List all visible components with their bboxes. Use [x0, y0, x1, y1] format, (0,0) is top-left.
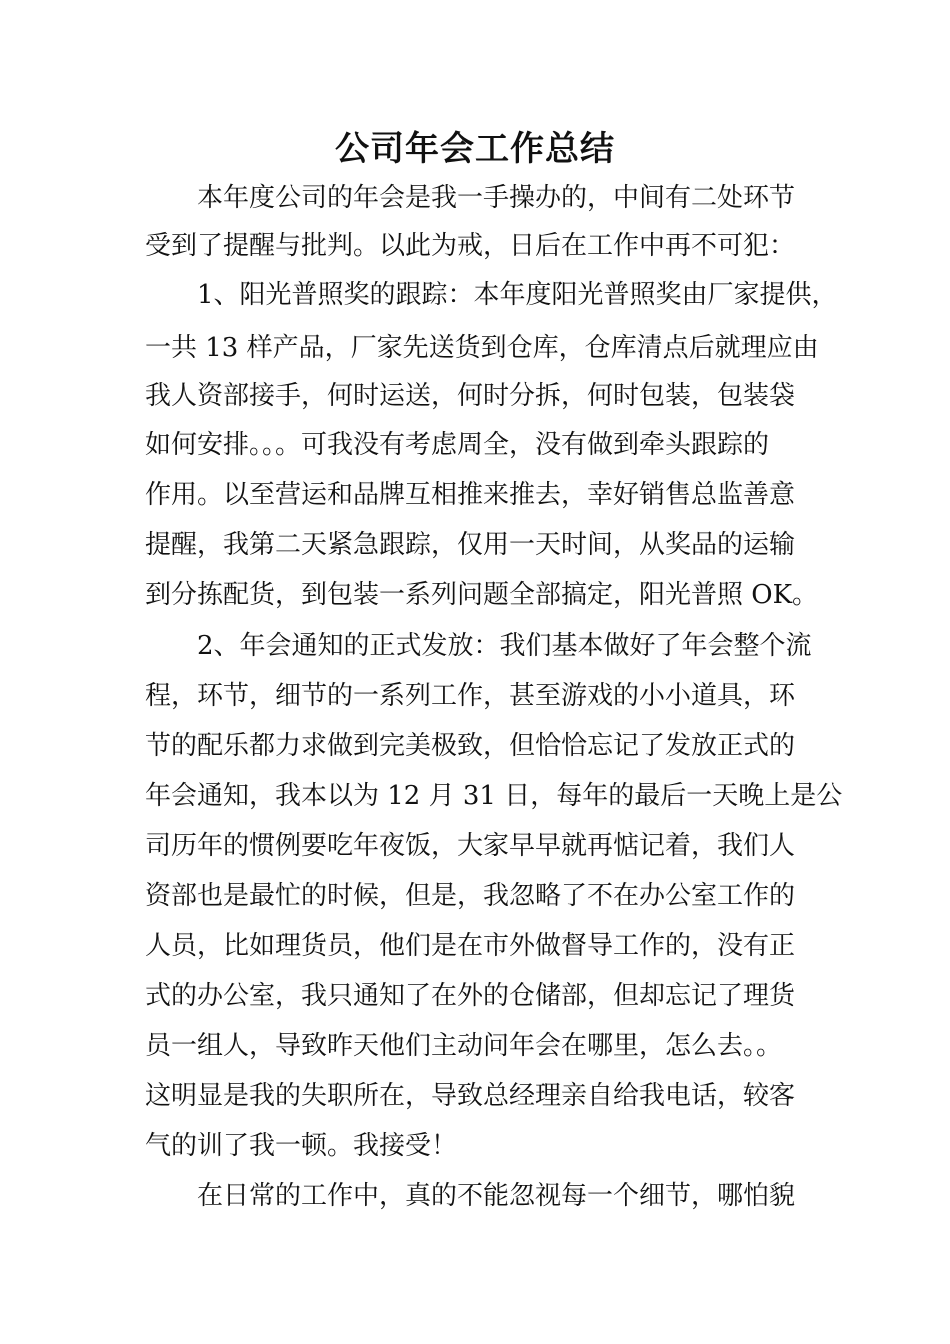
- paragraph-line: 受到了提醒与批判。以此为戒，日后在工作中再不可犯：: [145, 231, 796, 261]
- paragraph-line: 2、年会通知的正式发放：我们基本做好了年会整个流: [197, 631, 812, 661]
- paragraph-line: 员一组人，导致昨天他们主动问年会在哪里，怎么去。。: [145, 1031, 783, 1061]
- paragraph-line: 提醒，我第二天紧急跟踪，仅用一天时间，从奖品的运输: [145, 530, 796, 560]
- paragraph-line: 如何安排。。。可我没有考虑周全，没有做到牵头跟踪的: [145, 430, 770, 460]
- paragraph-line: 年会通知，我本以为 12 月 31 日，每年的最后一天晚上是公: [145, 781, 843, 811]
- paragraph-line: 司历年的惯例要吃年夜饭，大家早早就再惦记着，我们人: [145, 831, 796, 861]
- paragraph-line: 一共 13 样产品，厂家先送货到仓库，仓库清点后就理应由: [145, 333, 819, 363]
- paragraph-line: 在日常的工作中，真的不能忽视每一个细节，哪怕貌: [197, 1181, 796, 1211]
- paragraph-line: 式的办公室，我只通知了在外的仓储部，但却忘记了理货: [145, 981, 796, 1011]
- paragraph-line: 我人资部接手，何时运送，何时分拆，何时包装，包装袋: [145, 381, 796, 411]
- paragraph-line: 节的配乐都力求做到完美极致，但恰恰忘记了发放正式的: [145, 731, 796, 761]
- paragraph-line: 作用。以至营运和品牌互相推来推去，幸好销售总监善意: [145, 480, 796, 510]
- paragraph-line: 这明显是我的失职所在，导致总经理亲自给我电话，较客: [145, 1081, 796, 1111]
- paragraph-line: 到分拣配货，到包装一系列问题全部搞定，阳光普照 OK。: [145, 580, 819, 610]
- paragraph-line: 程，环节，细节的一系列工作，甚至游戏的小小道具，环: [145, 681, 796, 711]
- paragraph-line: 气的训了我一顿。我接受！: [145, 1131, 458, 1161]
- document-title: 公司年会工作总结: [335, 129, 615, 169]
- paragraph-line: 人员，比如理货员，他们是在市外做督导工作的，没有正: [145, 931, 796, 961]
- paragraph-line: 资部也是最忙的时候，但是，我忽略了不在办公室工作的: [145, 881, 796, 911]
- paragraph-line: 1、阳光普照奖的跟踪：本年度阳光普照奖由厂家提供，: [197, 280, 838, 310]
- paragraph-line: 本年度公司的年会是我一手操办的，中间有二处环节: [197, 183, 796, 213]
